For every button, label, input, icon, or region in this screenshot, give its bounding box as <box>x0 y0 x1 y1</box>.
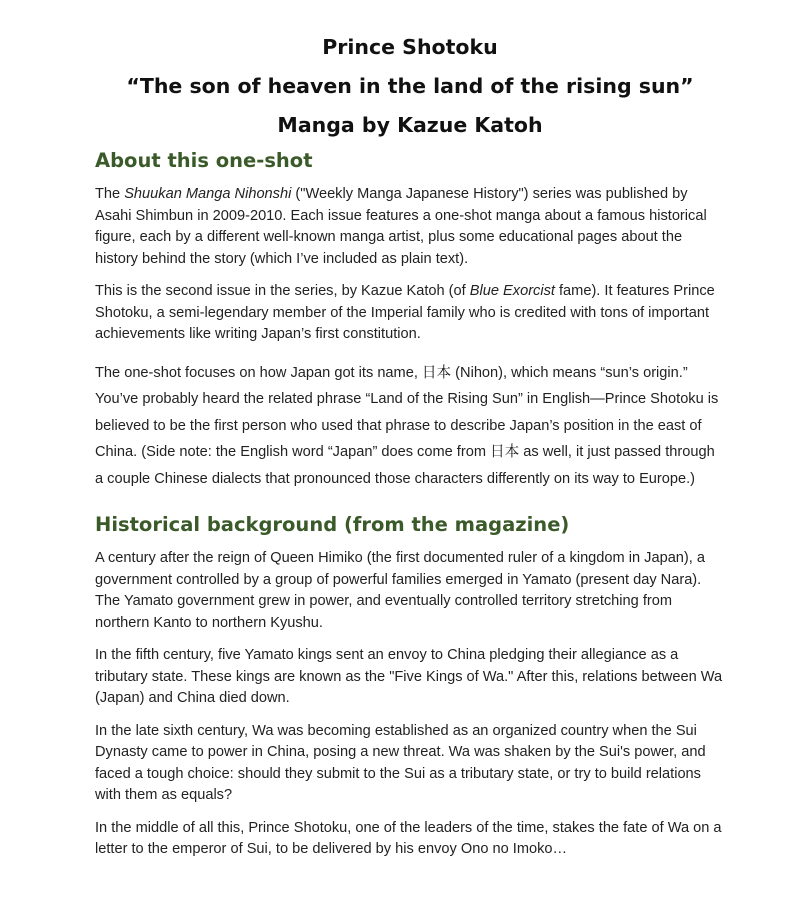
background-heading: Historical background (from the magazine) <box>95 513 570 537</box>
series-title: Shuukan Manga Nihonshi <box>124 186 292 202</box>
background-paragraph-3: In the late sixth century, Wa was becoming established as an organized country when the Sui Dynasty came to power in China, posing a new threat. Wa was shaken by the Sui's power, and faced a tough choice: should they submit to the Sui as a tributary state, or try to build relations with them as equals? <box>95 722 706 804</box>
background-paragraph-4: In the middle of all this, Prince Shotoku, one of the leaders of the time, stakes the fate of Wa on a letter to the emperor of Sui, to be delivered by his envoy Ono no Imoko… <box>95 819 722 858</box>
document-page <box>95 28 725 861</box>
document-subtitle: “The son of heaven in the land of the rising sun” <box>126 74 694 98</box>
about-heading: About this one-shot <box>95 149 313 172</box>
document-credit: Manga by Kazue Katoh <box>277 113 543 137</box>
about-paragraph-2: This is the second issue in the series, by Kazue Katoh (of Blue Exorcist fame). It features Prince Shotoku, a semi-legendary member of the Imperial family who is credited with tons of important achievements like writing Japan’s first constitution. <box>95 283 715 342</box>
document-title: Prince Shotoku <box>322 35 498 59</box>
about-paragraph-1: The Shuukan Manga Nihonshi ("Weekly Manga Japanese History") series was published by Asahi Shimbun in 2009-2010. Each issue features a one-shot manga about a famous historical figure, each by a different well-known manga artist, plus some educational pages about the history behind the story (which I’ve included as plain text). <box>95 186 707 267</box>
about-paragraph-3: The one-shot focuses on how Japan got its name, 日本 (Nihon), which means “sun’s origin.” You’ve probably heard the related phrase “Land of the Rising Sun” in English—Prince Shotoku is believed to be the first person who used that phrase to describe Japan’s position in the east of China. (Side note: the English word “Japan” does come from 日本 as well, it just passed through a couple Chinese dialects that pronounced those characters differently on its way to Europe.) <box>95 364 719 487</box>
blue-exorcist-title: Blue Exorcist <box>469 283 555 299</box>
background-paragraph-1: A century after the reign of Queen Himiko (the first documented ruler of a kingdom in Japan), a government controlled by a group of powerful families emerged in Yamato (present day Nara). The Yamato government grew in power, and eventually controlled territory stretching from northern Kanto to northern Kyushu. <box>95 550 706 631</box>
background-paragraph-2: In the fifth century, five Yamato kings sent an envoy to China pledging their allegiance as a tributary state. These kings are known as the "Five Kings of Wa." After this, relations between Wa (Japan) and China died down. <box>95 647 723 707</box>
